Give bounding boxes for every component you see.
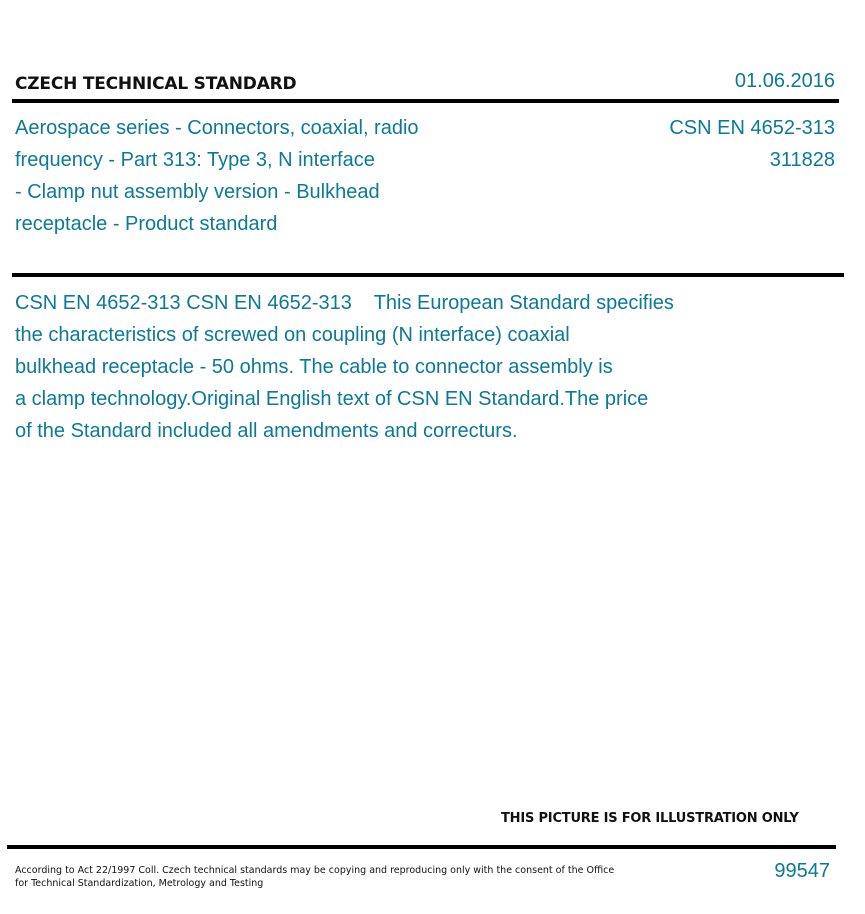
description-line: a clamp technology.Original English text of CSN EN Standard.The price xyxy=(15,388,649,410)
title-line: receptacle - Product standard xyxy=(15,213,278,235)
header-title: CZECH TECHNICAL STANDARD xyxy=(15,74,297,94)
title-divider xyxy=(12,273,844,277)
header-divider xyxy=(12,99,839,103)
footer-divider xyxy=(7,845,836,849)
standard-code-block xyxy=(669,112,835,176)
description-line: the characteristics of screwed on coupling (N interface) coaxial xyxy=(15,324,570,346)
catalog-number: 311828 xyxy=(769,149,835,171)
title-line: frequency - Part 313: Type 3, N interface xyxy=(15,149,375,171)
description-line: CSN EN 4652-313 CSN EN 4652-313 This European Standard specifies xyxy=(15,292,674,314)
title-line: - Clamp nut assembly version - Bulkhead xyxy=(15,181,380,203)
standard-code: CSN EN 4652-313 xyxy=(669,117,835,139)
description-line: bulkhead receptacle - 50 ohms. The cable to connector assembly is xyxy=(15,356,613,378)
legal-notice xyxy=(15,864,615,890)
description-line: of the Standard included all amendments and correcturs. xyxy=(15,420,518,442)
title-line: Aerospace series - Connectors, coaxial, radio xyxy=(15,117,419,139)
legal-notice-line: for Technical Standardization, Metrology and Testing xyxy=(15,878,264,889)
standard-title xyxy=(15,112,485,240)
document-number: 99547 xyxy=(774,860,830,882)
legal-notice-line: According to Act 22/1997 Coll. Czech technical standards may be copying and reproducing only with the consent of the Office xyxy=(15,865,615,876)
publication-date: 01.06.2016 xyxy=(734,70,835,92)
illustration-note: THIS PICTURE IS FOR ILLUSTRATION ONLY xyxy=(501,811,799,826)
standard-description xyxy=(15,287,755,447)
